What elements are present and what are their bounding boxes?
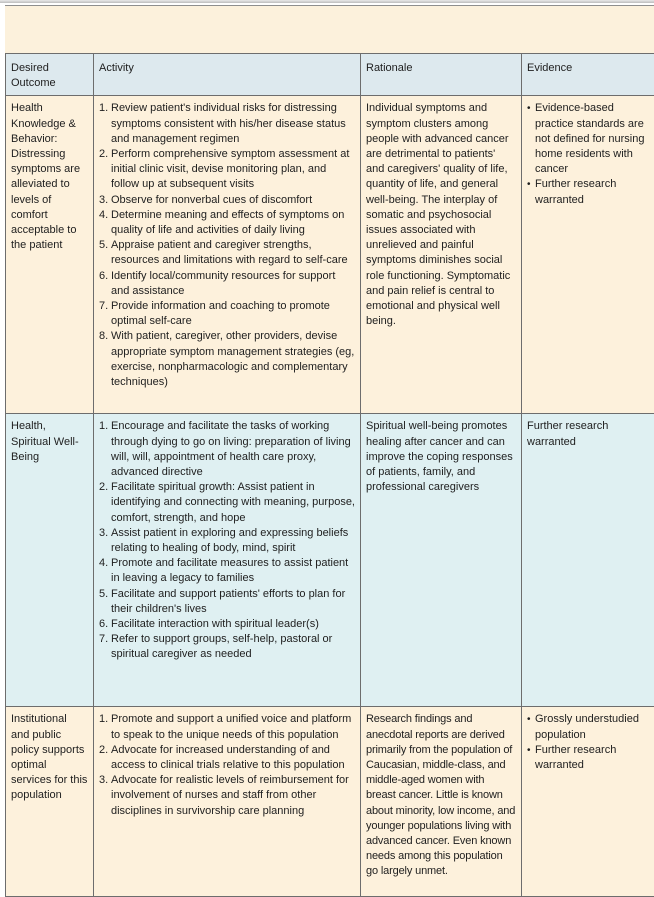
table-row	[6, 414, 654, 707]
table-row	[6, 96, 654, 414]
outcome-cell: Institutional and public policy supports optimal services for this population	[6, 707, 94, 897]
rationale-cell: Research findings and anecdotal reports are derived primarily from the population of Caucasian, middle-class, and middle-aged women with breast cancer. Little is known about minority, low income, and younger populations living with advanced cancer. Even known needs among this population go largely unmet.	[361, 707, 522, 897]
list-item: 3. Assist patient in exploring and expressing beliefs relating to healing of body, mind, spirit	[99, 526, 355, 556]
list-item: 7. Provide information and coaching to promote optimal self-care	[99, 299, 355, 329]
list-item: 6. Identify local/community resources for support and assistance	[99, 269, 355, 299]
evidence-list	[527, 101, 649, 207]
activity-cell	[94, 707, 361, 897]
activity-cell	[94, 96, 361, 414]
list-item: • Further research warranted	[527, 743, 649, 773]
list-item: 1. Encourage and facilitate the tasks of working through dying to go on living: preparation of living will, will, appointment of health care proxy, advanced directive	[99, 419, 355, 480]
list-item: 2. Perform comprehensive symptom assessment at initial clinic visit, devise monitoring plan, and follow up at subsequent visits	[99, 147, 355, 193]
list-item: • Grossly understudied population	[527, 712, 649, 742]
table-row	[6, 707, 654, 897]
list-item: 3. Observe for nonverbal cues of discomfort	[99, 193, 355, 208]
header-row	[6, 54, 654, 96]
list-item: 4. Promote and facilitate measures to assist patient in leaving a legacy to families	[99, 556, 355, 586]
activity-list	[99, 101, 355, 390]
outcome-cell: Health Knowledge & Behavior: Distressing symptoms are alleviated to levels of comfort acceptable to the patient	[6, 96, 94, 414]
list-item: 3. Advocate for realistic levels of reimbursement for involvement of nurses and staff from other disciplines in survivorship care planning	[99, 773, 355, 819]
header-desired-outcome: Desired Outcome	[6, 54, 94, 96]
header-evidence: Evidence	[522, 54, 654, 96]
evidence-cell: Further research warranted	[522, 414, 654, 707]
table-caption-band	[5, 5, 654, 54]
evidence-cell	[522, 707, 654, 897]
list-item: • Evidence-based practice standards are not defined for nursing home residents with cancer	[527, 101, 649, 177]
list-item: 5. Facilitate and support patients' efforts to plan for their children's lives	[99, 587, 355, 617]
list-item: 1. Review patient's individual risks for distressing symptoms consistent with his/her disease status and management regimen	[99, 101, 355, 147]
rationale-cell: Individual symptoms and symptom clusters among people with advanced cancer are detrimental to patients' and caregivers' quality of life, quantity of life, and general well-being. The interplay of somatic and psychosocial issues associated with unrelieved and painful symptoms diminishes social role functioning. Symptomatic and pain relief is central to emotional and physical well being.	[361, 96, 522, 414]
evidence-cell	[522, 96, 654, 414]
list-item: 5. Appraise patient and caregiver strengths, resources and limitations with regard to self-care	[99, 238, 355, 268]
list-item: 2. Advocate for increased understanding of and access to clinical trials relative to this population	[99, 743, 355, 773]
list-item: • Further research warranted	[527, 177, 649, 207]
page-top-edge	[0, 0, 654, 3]
list-item: 8. With patient, caregiver, other providers, devise appropriate symptom management strategies (eg, exercise, nonpharmacologic and complementary techniques)	[99, 329, 355, 390]
list-item: 4. Determine meaning and effects of symptoms on quality of life and activities of daily living	[99, 208, 355, 238]
list-item: 1. Promote and support a unified voice and platform to speak to the unique needs of this population	[99, 712, 355, 742]
outcome-cell: Health, Spiritual Well-Being	[6, 414, 94, 707]
activity-list	[99, 419, 355, 662]
rationale-cell: Spiritual well-being promotes healing after cancer and can improve the coping responses of patients, family, and professional caregivers	[361, 414, 522, 707]
activity-cell	[94, 414, 361, 707]
activity-list	[99, 712, 355, 818]
list-item: 6. Facilitate interaction with spiritual leader(s)	[99, 617, 355, 632]
header-rationale: Rationale	[361, 54, 522, 96]
evidence-list	[527, 712, 649, 773]
list-item: 2. Facilitate spiritual growth: Assist patient in identifying and connecting with meaning, purpose, comfort, strength, and hope	[99, 480, 355, 526]
header-activity: Activity	[94, 54, 361, 96]
care-plan-table	[5, 53, 654, 897]
list-item: 7. Refer to support groups, self-help, pastoral or spiritual caregiver as needed	[99, 632, 355, 662]
